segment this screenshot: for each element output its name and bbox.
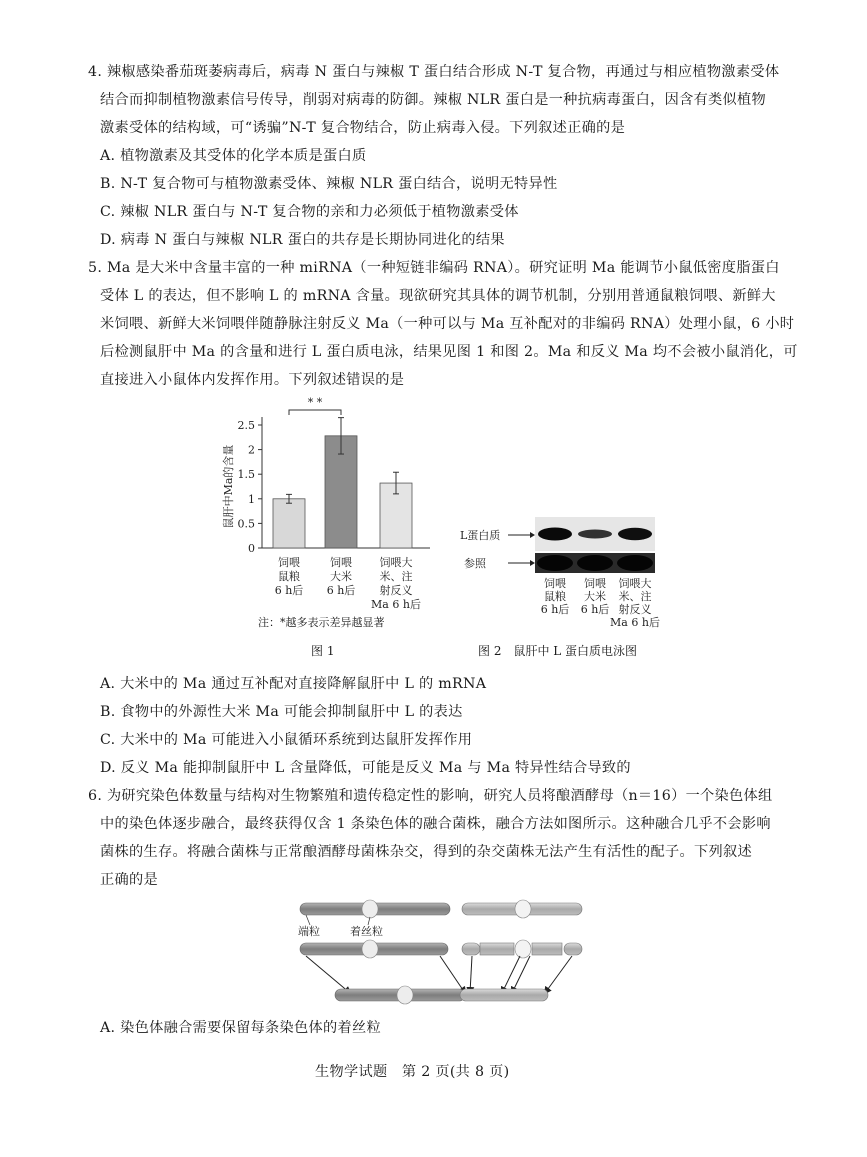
fused-chromosome bbox=[335, 986, 548, 1004]
y-tick-label: 1 bbox=[248, 492, 255, 506]
y-tick-label: 2.5 bbox=[237, 419, 255, 432]
label-centromere: 着丝粒 bbox=[350, 925, 383, 938]
x-tick-label: 饲喂大 bbox=[379, 556, 413, 569]
label-telomere: 端粒 bbox=[298, 925, 320, 938]
reference-band bbox=[617, 555, 653, 571]
y-axis-label: 鼠肝中Ma的含量 bbox=[222, 444, 235, 529]
l-protein-band bbox=[618, 528, 652, 541]
q5-stem-line-4: 后检测鼠肝中 Ma 的含量和进行 L 蛋白质电泳，结果见图 1 和图 2。Ma 和反义 Ma 均不会被小鼠消化，可 bbox=[100, 344, 798, 360]
lane-label: 大米 bbox=[584, 590, 606, 603]
row-label-l-protein: L蛋白质 bbox=[460, 529, 501, 542]
q4-option-d: D. 病毒 N 蛋白与辣椒 NLR 蛋白的共存是长期协同进化的结果 bbox=[100, 232, 505, 248]
y-tick-label: 1.5 bbox=[237, 468, 255, 482]
chromosome-2 bbox=[462, 900, 582, 918]
row-label-reference: 参照 bbox=[464, 557, 486, 570]
q4-option-a: A. 植物激素及其受体的化学本质是蛋白质 bbox=[100, 148, 367, 164]
q4-stem-line-1: 4. 辣椒感染番茄斑萎病毒后，病毒 N 蛋白与辣椒 T 蛋白结合形成 N-T 复合物，再通过与相应植物激素受体 bbox=[88, 64, 780, 80]
page-footer: 生物学试题 第 2 页(共 8 页) bbox=[315, 1064, 510, 1080]
q4-stem-line-2: 结合而抑制植物激素信号传导，削弱对病毒的防御。辣椒 NLR 蛋白是一种抗病毒蛋白，因含有类似植物 bbox=[100, 92, 767, 108]
y-tick-label: 0.5 bbox=[237, 517, 255, 531]
bar bbox=[273, 499, 305, 548]
figure-2-electrophoresis bbox=[460, 515, 670, 635]
figure-2-caption: 图 2 鼠肝中 L 蛋白质电泳图 bbox=[478, 644, 638, 658]
q5-stem-line-5: 直接进入小鼠体内发挥作用。下列叙述错误的是 bbox=[100, 372, 405, 388]
q5-option-a: A. 大米中的 Ma 通过互补配对直接降解鼠肝中 L 的 mRNA bbox=[100, 676, 487, 692]
y-tick-label: 0 bbox=[248, 542, 255, 555]
x-tick-label: Ma 6 h后 bbox=[371, 598, 421, 611]
reference-band bbox=[577, 555, 613, 571]
q6-option-a: A. 染色体融合需要保留每条染色体的着丝粒 bbox=[100, 1020, 381, 1036]
chromosome-fusion-diagram bbox=[290, 895, 600, 1010]
q5-option-c: C. 大米中的 Ma 可能进入小鼠循环系统到达鼠肝发挥作用 bbox=[100, 732, 473, 748]
q6-stem-line-3: 菌株的生存。将融合菌株与正常酿酒酵母菌株杂交，得到的杂交菌株无法产生有活性的配子。下列叙述 bbox=[100, 844, 752, 860]
lane-label: 饲喂大 bbox=[618, 577, 652, 590]
x-tick-label: 饲喂 bbox=[278, 556, 300, 569]
q6-stem-line-2: 中的染色体逐步融合，最终获得仅含 1 条染色体的融合菌株，融合方法如图所示。这种融合几乎不会影响 bbox=[100, 816, 771, 832]
x-tick-label: 射反义 bbox=[379, 584, 413, 597]
lane-label: 射反义 bbox=[618, 603, 652, 616]
q5-stem-line-1: 5. Ma 是大米中含量丰富的一种 miRNA（一种短链非编码 RNA）。研究证明 Ma 能调节小鼠低密度脂蛋白 bbox=[88, 260, 780, 276]
lane-label: 饲喂 bbox=[584, 577, 606, 590]
chromosome-2-cut bbox=[462, 940, 582, 958]
q5-option-b: B. 食物中的外源性大米 Ma 可能会抑制鼠肝中 L 的表达 bbox=[100, 704, 463, 720]
x-tick-label: 米、注 bbox=[379, 570, 413, 583]
significance-bracket bbox=[289, 410, 341, 415]
q4-option-b: B. N-T 复合物可与植物激素受体、辣椒 NLR 蛋白结合，说明无特异性 bbox=[100, 176, 558, 192]
x-tick-label: 大米 bbox=[330, 570, 352, 583]
q5-option-d: D. 反义 Ma 能抑制鼠肝中 L 含量降低，可能是反义 Ma 与 Ma 特异性结合导致的 bbox=[100, 760, 631, 776]
x-tick-label: 6 h后 bbox=[274, 584, 304, 597]
x-tick-label: 6 h后 bbox=[326, 584, 356, 597]
q4-option-c: C. 辣椒 NLR 蛋白与 N-T 复合物的亲和力必须低于植物激素受体 bbox=[100, 204, 519, 220]
x-tick-label: 鼠粮 bbox=[278, 570, 300, 583]
row-arrow-head bbox=[530, 532, 535, 538]
figure-1-bar-chart bbox=[210, 392, 440, 612]
l-protein-band bbox=[538, 528, 572, 541]
lane-label: 饲喂 bbox=[544, 577, 566, 590]
q5-stem-line-3: 米饲喂、新鲜大米饲喂伴随静脉注射反义 Ma（一种可以与 Ma 互补配对的非编码 RNA）处理小鼠，6 小时 bbox=[100, 316, 795, 332]
reference-band bbox=[537, 555, 573, 571]
lane-label: 鼠粮 bbox=[544, 590, 566, 603]
x-tick-label: 饲喂 bbox=[330, 556, 352, 569]
figure-1-caption: 图 1 bbox=[311, 644, 335, 658]
y-tick-label: 2 bbox=[248, 443, 255, 457]
row-arrow-head bbox=[530, 560, 535, 566]
q5-stem-line-2: 受体 L 的表达，但不影响 L 的 mRNA 含量。现欲研究其具体的调节机制，分别用普通鼠粮饲喂、新鲜大 bbox=[100, 288, 776, 304]
lane-label: 6 h后 bbox=[580, 603, 610, 616]
lane-label: 米、注 bbox=[618, 590, 652, 603]
l-protein-band bbox=[578, 530, 612, 539]
chromosome-1 bbox=[300, 900, 450, 918]
chromosome-1-cut bbox=[300, 940, 448, 958]
q4-stem-line-3: 激素受体的结构域，可“诱骗”N-T 复合物结合，防止病毒入侵。下列叙述正确的是 bbox=[100, 120, 626, 136]
lane-label: Ma 6 h后 bbox=[610, 616, 660, 629]
figure-1-note: 注：*越多表示差异越显著 bbox=[258, 616, 385, 629]
significance-marker: * * bbox=[307, 396, 323, 409]
lane-label: 6 h后 bbox=[540, 603, 570, 616]
q6-stem-line-4: 正确的是 bbox=[100, 872, 158, 888]
q6-stem-line-1: 6. 为研究染色体数量与结构对生物繁殖和遗传稳定性的影响，研究人员将酿酒酵母（n＝16）一个染色体组 bbox=[88, 788, 773, 804]
